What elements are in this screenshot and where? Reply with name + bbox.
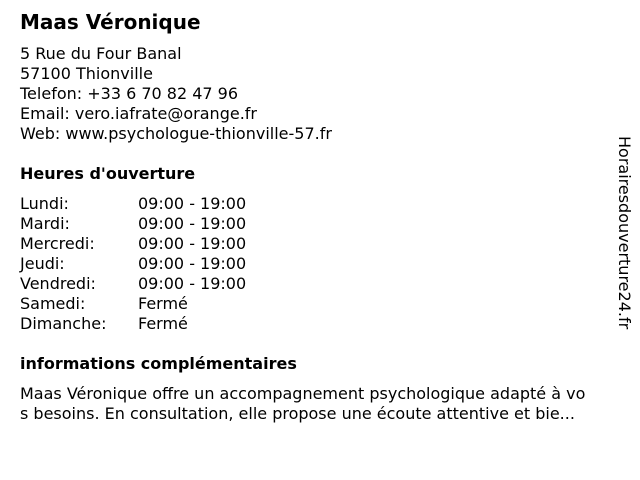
phone-number: Telefon: +33 6 70 82 47 96 [20, 84, 239, 103]
time-value: 09:00 - 19:00 [138, 214, 247, 233]
day-label: Mardi: [20, 214, 70, 233]
time-value: Fermé [138, 314, 188, 333]
time-value: 09:00 - 19:00 [138, 274, 247, 293]
day-label: Lundi: [20, 194, 69, 213]
time-value: 09:00 - 19:00 [138, 194, 247, 213]
website-address: Web: www.psychologue-thionville-57.fr [20, 124, 332, 143]
contact-block [20, 44, 332, 144]
opening-hours-heading: Heures d'ouverture [20, 164, 196, 183]
business-name: Maas Véronique [20, 10, 201, 34]
street-address: 5 Rue du Four Banal [20, 44, 182, 63]
day-label: Dimanche: [20, 314, 107, 333]
email-address: Email: vero.iafrate@orange.fr [20, 104, 257, 123]
additional-info-heading: informations complémentaires [20, 354, 297, 373]
city-postcode: 57100 Thionville [20, 64, 153, 83]
description-line: Maas Véronique offre un accompagnement psychologique adapté à vo [20, 384, 586, 403]
day-label: Samedi: [20, 294, 86, 313]
time-value: 09:00 - 19:00 [138, 254, 247, 273]
day-label: Mercredi: [20, 234, 95, 253]
day-label: Jeudi: [20, 254, 65, 273]
time-value: 09:00 - 19:00 [138, 234, 247, 253]
business-description [20, 384, 632, 424]
time-value: Fermé [138, 294, 188, 313]
description-line: s besoins. En consultation, elle propose une écoute attentive et bie... [20, 404, 575, 423]
day-label: Vendredi: [20, 274, 96, 293]
site-watermark: Horairesdouverture24.fr [615, 136, 634, 330]
